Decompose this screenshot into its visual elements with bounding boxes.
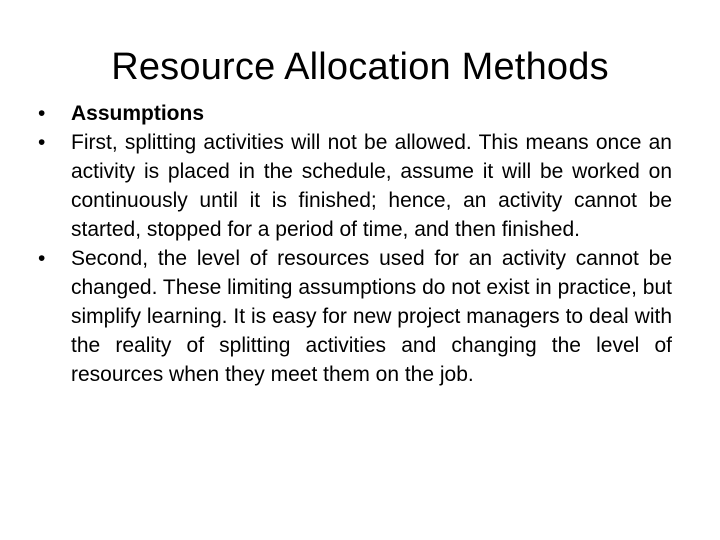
bullet-list xyxy=(36,99,672,389)
bullet-marker: • xyxy=(38,247,46,270)
bullet-marker: • xyxy=(38,131,46,154)
bullet-item-assumptions xyxy=(36,99,672,128)
bullet-marker: • xyxy=(38,102,46,125)
bullet-text: Assumptions xyxy=(71,102,205,125)
slide-title: Resource Allocation Methods xyxy=(111,46,609,88)
bullet-item-second xyxy=(36,244,672,389)
bullet-text: Second, the level of resources used for an activity cannot be changed. These limiting assumptions do not exist in practice, but simplify learning. It is easy for new project managers to deal with the reality of splitting activities and changing the level of resources when they meet them on the job. xyxy=(71,247,672,386)
bullet-item-first xyxy=(36,128,672,244)
bullet-text: First, splitting activities will not be allowed. This means once an activity is placed in the schedule, assume it will be worked on continuously until it is finished; hence, an activity cannot be started, stopped for a period of time, and then finished. xyxy=(71,131,672,241)
